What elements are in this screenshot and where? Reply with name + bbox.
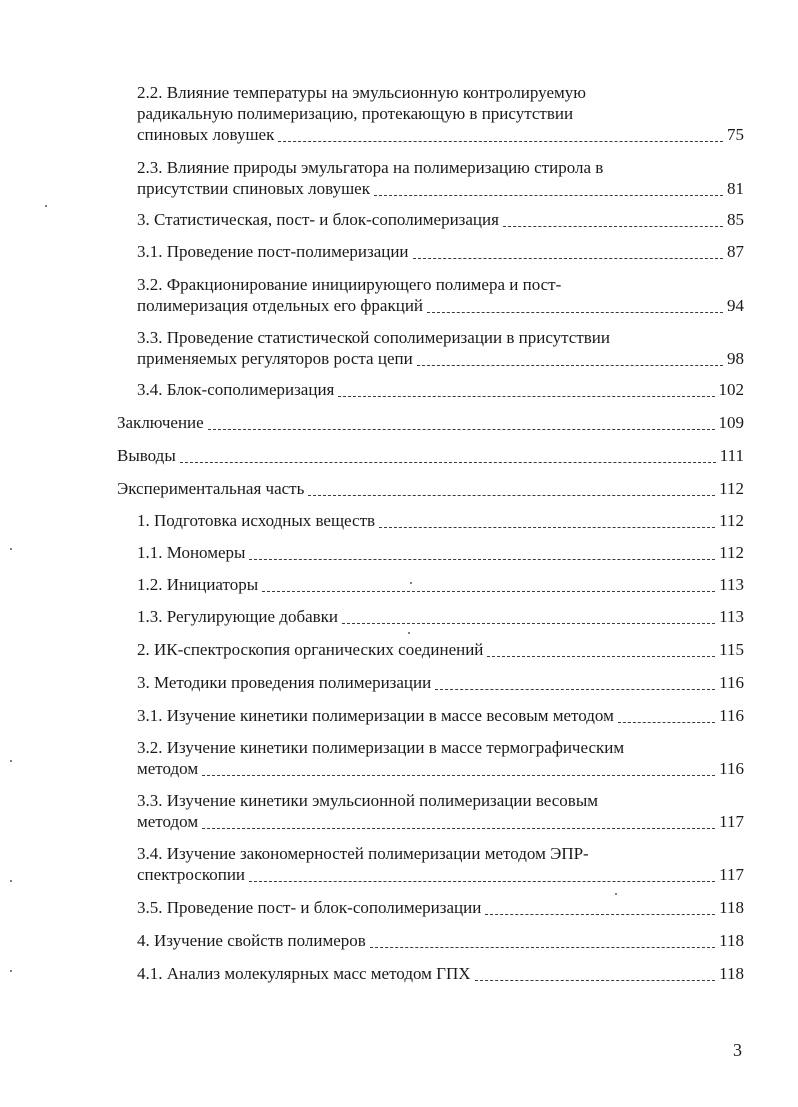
toc-entry bbox=[137, 274, 744, 316]
toc-entry-title: 3. Статистическая, пост- и блок-сополимеризация bbox=[137, 210, 499, 229]
toc-entry bbox=[117, 412, 744, 433]
toc-leader-line bbox=[262, 591, 715, 592]
scan-speck bbox=[615, 893, 617, 895]
toc-leader-line bbox=[342, 623, 715, 624]
toc-entry-title: 3.5. Проведение пост- и блок-сополимеризации bbox=[137, 898, 482, 917]
toc-page-number: 111 bbox=[719, 446, 744, 465]
toc-entry-title: 3.2. Изучение кинетики полимеризации в массе термографическим bbox=[137, 738, 625, 757]
toc-leader-line bbox=[618, 722, 715, 723]
toc-entry-title: присутствии спиновых ловушек bbox=[137, 179, 370, 198]
toc-entry-title: спектроскопии bbox=[137, 865, 246, 884]
toc-leader-line bbox=[374, 195, 723, 196]
toc-leader-line bbox=[202, 775, 715, 776]
toc-page-number: 118 bbox=[719, 931, 744, 950]
toc-page-number: 112 bbox=[719, 479, 744, 498]
toc-leader-line bbox=[485, 914, 715, 915]
toc-entry bbox=[137, 241, 744, 262]
toc-page-number: 117 bbox=[719, 865, 744, 884]
toc-entry bbox=[137, 639, 744, 660]
toc-entry-title: 2.2. Влияние температуры на эмульсионную контролируемую bbox=[137, 83, 586, 102]
toc-entry bbox=[137, 157, 744, 199]
toc-entry-title: 3.3. Изучение кинетики эмульсионной полимеризации весовым bbox=[137, 791, 598, 810]
toc-page-number: 75 bbox=[727, 125, 744, 144]
toc-entry-title: 2.3. Влияние природы эмульгатора на полимеризацию стирола в bbox=[137, 158, 604, 177]
toc-entry bbox=[137, 574, 744, 595]
toc-entry-title: 1. Подготовка исходных веществ bbox=[137, 511, 376, 530]
toc-page-number: 112 bbox=[719, 511, 744, 530]
toc-entry-title: радикальную полимеризацию, протекающую в присутствии bbox=[137, 104, 574, 123]
toc-entry bbox=[137, 843, 744, 885]
toc-leader-line bbox=[370, 947, 715, 948]
toc-leader-line bbox=[487, 656, 715, 657]
toc-leader-line bbox=[503, 226, 723, 227]
scan-speck bbox=[10, 548, 12, 550]
toc-entry-title: 3. Методики проведения полимеризации bbox=[137, 673, 432, 692]
toc-leader-line bbox=[417, 365, 723, 366]
toc-entry bbox=[137, 930, 744, 951]
toc-page-number: 94 bbox=[727, 296, 744, 315]
toc-page-number: 85 bbox=[727, 210, 744, 229]
toc-entry-title: 3.4. Блок-сополимеризация bbox=[137, 380, 335, 399]
toc-entry-title: методом bbox=[137, 812, 199, 831]
toc-leader-line bbox=[475, 980, 716, 981]
toc-leader-line bbox=[413, 258, 723, 259]
toc-leader-line bbox=[435, 689, 715, 690]
toc-entry bbox=[137, 672, 744, 693]
toc-entry-title: спиновых ловушек bbox=[137, 125, 275, 144]
toc-entry bbox=[137, 606, 744, 627]
scan-speck bbox=[408, 632, 410, 634]
toc-page-number: 116 bbox=[719, 759, 744, 778]
toc-entry bbox=[137, 705, 744, 726]
toc-entry-title: 2. ИК-спектроскопия органических соединений bbox=[137, 640, 484, 659]
toc-page-number: 98 bbox=[727, 349, 744, 368]
scan-speck bbox=[10, 760, 12, 762]
toc-page-number: 116 bbox=[719, 706, 744, 725]
toc-entry-title: 4.1. Анализ молекулярных масс методом ГПХ bbox=[137, 964, 471, 983]
scan-speck bbox=[10, 880, 12, 882]
scan-speck bbox=[410, 582, 412, 584]
toc-leader-line bbox=[249, 881, 715, 882]
toc-entry-title: методом bbox=[137, 759, 199, 778]
toc-entry-title: 1.2. Инициаторы bbox=[137, 575, 259, 594]
toc-leader-line bbox=[427, 312, 723, 313]
toc-entry bbox=[137, 897, 744, 918]
toc-entry bbox=[117, 445, 744, 466]
toc-leader-line bbox=[249, 559, 715, 560]
toc-entry-title: 1.3. Регулирующие добавки bbox=[137, 607, 339, 626]
toc-entry bbox=[137, 510, 744, 531]
toc-leader-line bbox=[379, 527, 715, 528]
toc-leader-line bbox=[308, 495, 715, 496]
toc-entry bbox=[137, 542, 744, 563]
toc-entry bbox=[137, 209, 744, 230]
toc-page-number: 116 bbox=[719, 673, 744, 692]
toc-entry bbox=[117, 478, 744, 499]
scan-speck bbox=[10, 970, 12, 972]
toc-entry-title: 4. Изучение свойств полимеров bbox=[137, 931, 366, 950]
toc-page-number: 118 bbox=[719, 964, 744, 983]
toc-entry-title: Заключение bbox=[117, 413, 204, 432]
toc-entry-title: применяемых регуляторов роста цепи bbox=[137, 349, 413, 368]
toc-entry-title: 3.2. Фракционирование инициирующего полимера и пост- bbox=[137, 275, 562, 294]
toc-entry-title: 3.1. Изучение кинетики полимеризации в массе весовым методом bbox=[137, 706, 614, 725]
scan-speck bbox=[45, 205, 47, 207]
toc-entry-title: 3.1. Проведение пост-полимеризации bbox=[137, 242, 409, 261]
toc-entry bbox=[137, 790, 744, 832]
toc-page-number: 113 bbox=[719, 575, 744, 594]
toc-entry-title: 3.4. Изучение закономерностей полимеризации методом ЭПР- bbox=[137, 844, 589, 863]
toc-page-number: 118 bbox=[719, 898, 744, 917]
toc-page-number: 102 bbox=[718, 380, 744, 399]
toc-page-number: 117 bbox=[719, 812, 744, 831]
toc-entry bbox=[137, 737, 744, 779]
toc-leader-line bbox=[338, 396, 714, 397]
toc-entry bbox=[137, 82, 744, 145]
toc-entry bbox=[137, 379, 744, 400]
toc-page-number: 113 bbox=[719, 607, 744, 626]
toc-entry bbox=[137, 963, 744, 984]
toc-entry bbox=[137, 327, 744, 369]
toc-entry-title: 1.1. Мономеры bbox=[137, 543, 246, 562]
toc-entry-title: 3.3. Проведение статистической сополимеризации в присутствии bbox=[137, 328, 610, 347]
toc-entry-title: Выводы bbox=[117, 446, 176, 465]
page-number: 3 bbox=[733, 1040, 742, 1060]
toc-page-number: 81 bbox=[727, 179, 744, 198]
toc-page-number: 115 bbox=[719, 640, 744, 659]
toc-page-number: 87 bbox=[727, 242, 744, 261]
toc-page-number: 109 bbox=[718, 413, 744, 432]
toc-leader-line bbox=[278, 141, 723, 142]
toc-leader-line bbox=[208, 429, 715, 430]
toc-page-number: 112 bbox=[719, 543, 744, 562]
toc-entry-title: Экспериментальная часть bbox=[117, 479, 305, 498]
toc-leader-line bbox=[180, 462, 716, 463]
toc-leader-line bbox=[202, 828, 715, 829]
toc-entry-title: полимеризация отдельных его фракций bbox=[137, 296, 424, 315]
